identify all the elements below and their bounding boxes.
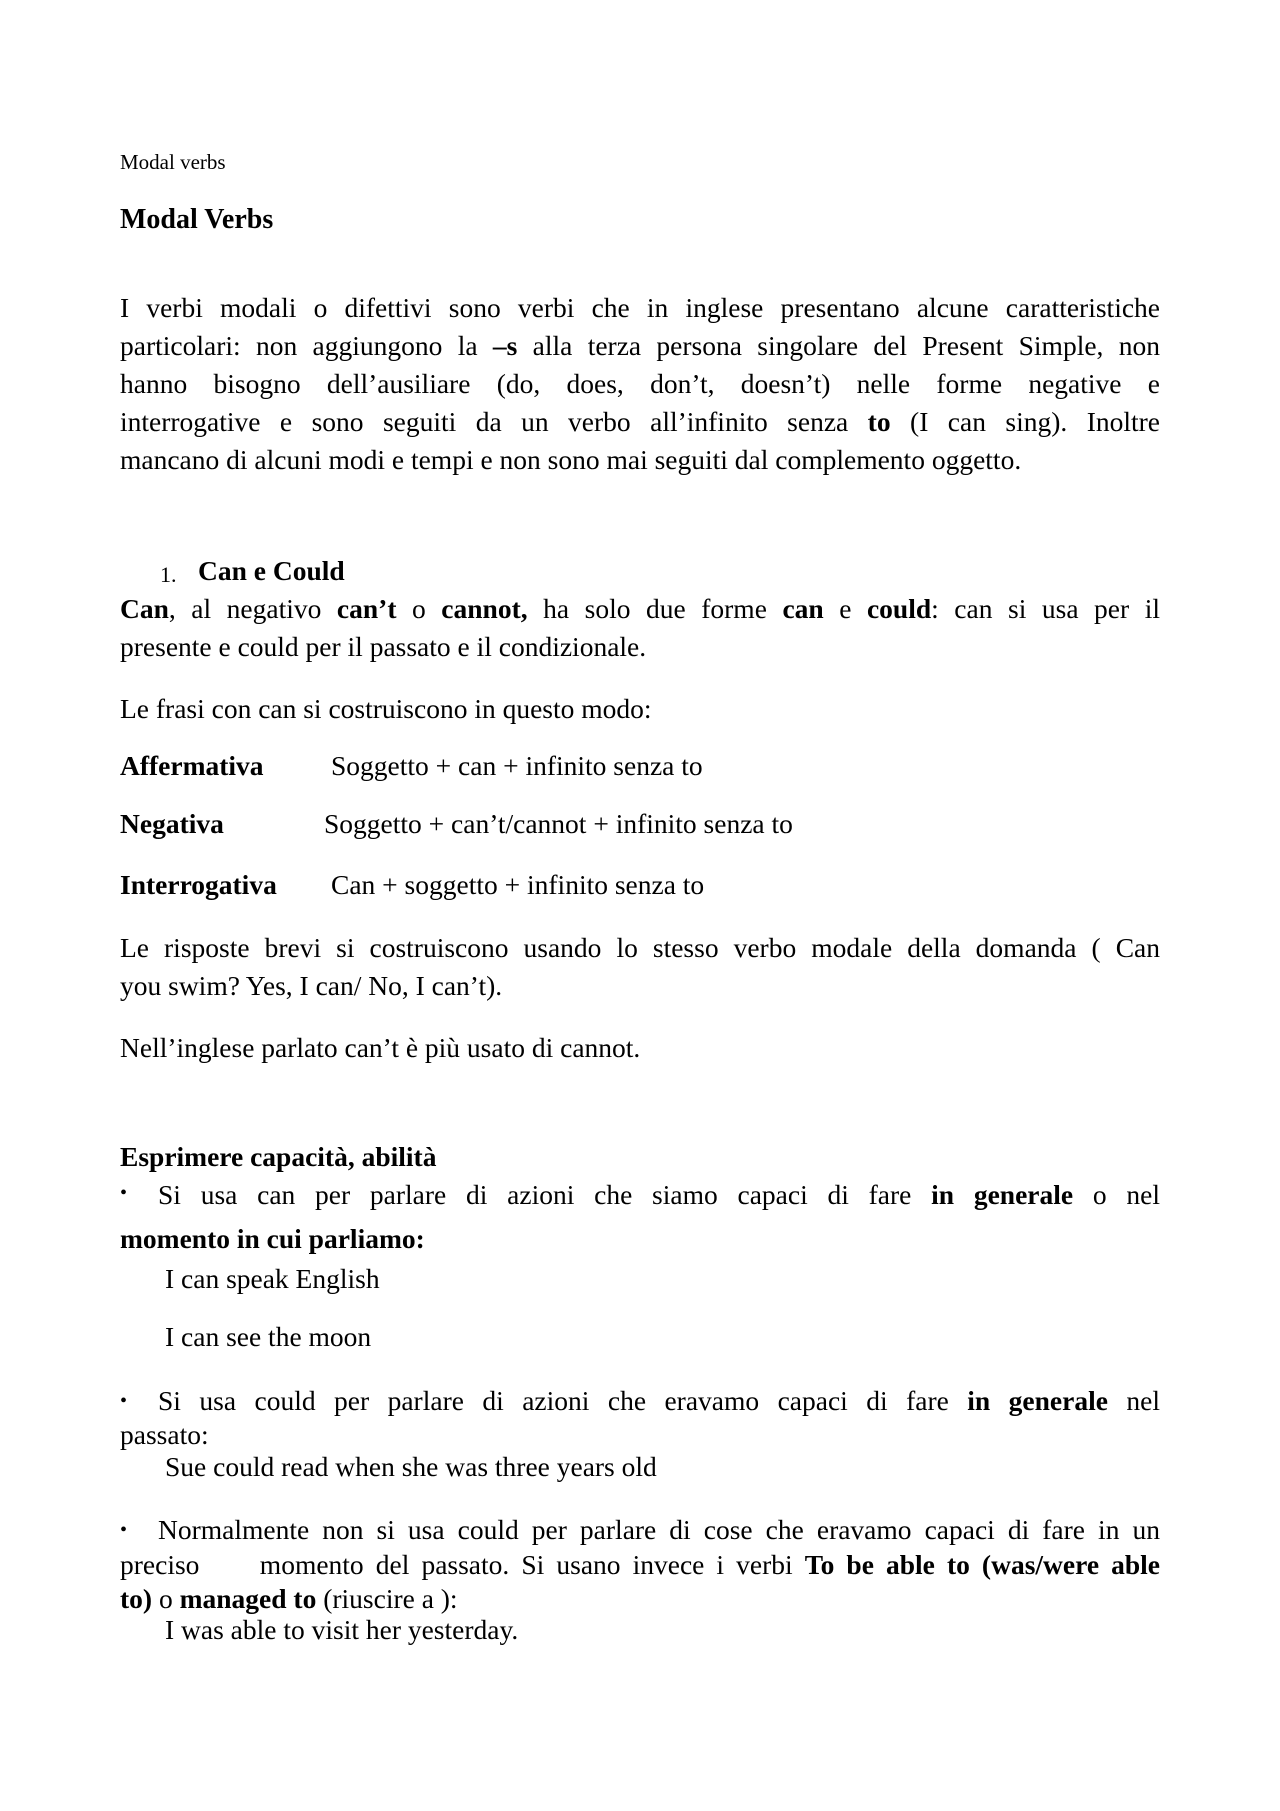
bold-text: can (782, 593, 824, 624)
bold-text: to (867, 406, 891, 437)
text: e (823, 593, 867, 624)
bullet-text (120, 1580, 1160, 1619)
bold-text: Can (120, 593, 169, 624)
bullet-text (158, 1176, 1160, 1215)
text: interrogative e sono seguiti da un verbo all’infinito senza (120, 406, 868, 437)
bullet-text: Normalmente non si usa could per parlare di cose che eravamo capaci di fare in un (158, 1514, 1160, 1545)
section-title-can-could: Can e Could (198, 555, 345, 586)
text: alla terza persona singolare del Present Simple, non (517, 330, 1160, 361)
intro-line (120, 327, 1160, 366)
intro-line: I verbi modali o difettivi sono verbi che in inglese presentano alcune caratteristiche (120, 292, 1160, 323)
example-sentence: Sue could read when she was three years old (165, 1451, 657, 1482)
example-sentence: I was able to visit her yesterday. (165, 1614, 519, 1645)
intro-line: hanno bisogno dell’ausiliare (do, does, don’t, doesn’t) nelle forme negative e (120, 368, 1160, 399)
section1-line (120, 590, 1160, 629)
bullet-icon: • (120, 1182, 128, 1204)
text: o (152, 1583, 180, 1614)
short-answers-line: you swim? Yes, I can/ No, I can’t). (120, 970, 503, 1001)
example-sentence: I can speak English (165, 1263, 380, 1294)
bullet-text (158, 1382, 1160, 1421)
row-text-affermativa: Soggetto + can + infinito senza to (331, 750, 703, 781)
intro-line: mancano di alcuni modi e tempi e non sono mai seguiti dal complemento oggetto. (120, 444, 1022, 475)
bold-text: can’t (336, 593, 397, 624)
bullet-text-bold: momento in cui parliamo: (120, 1223, 425, 1254)
bold-text: To be able to (was/were able (804, 1549, 1160, 1580)
text: nel (1107, 1385, 1160, 1416)
section-title-capacita: Esprimere capacità, abilità (120, 1141, 437, 1172)
row-label-interrogativa: Interrogativa (120, 869, 277, 900)
text: (riuscire a ): (316, 1583, 458, 1614)
bold-text: could (866, 593, 932, 624)
bold-text: to) (120, 1583, 153, 1614)
text: , al negativo (168, 593, 337, 624)
short-answers-line: Le risposte brevi si costruiscono usando lo stesso verbo modale della domanda ( Can (120, 932, 1160, 963)
text: Si usa could per parlare di azioni che eravamo capaci di fare (158, 1385, 968, 1416)
row-label-affermativa: Affermativa (120, 750, 264, 781)
text: particolari: non aggiungono la (120, 330, 493, 361)
intro-line (120, 403, 1160, 442)
text: preciso momento del passato. Si usano invece i verbi (120, 1549, 805, 1580)
text: (I can sing). Inoltre (890, 406, 1160, 437)
page-header: Modal verbs (120, 150, 226, 174)
text: : can si usa per il (931, 593, 1160, 624)
list-number: 1. (160, 562, 177, 587)
text: o nel (1073, 1179, 1160, 1210)
text: o (396, 593, 442, 624)
construction-intro: Le frasi con can si costruiscono in questo modo: (120, 693, 652, 724)
bold-text: cannot, (441, 593, 528, 624)
bold-text: in generale (967, 1385, 1108, 1416)
bullet-text: passato: (120, 1419, 209, 1450)
text: ha solo due forme (527, 593, 783, 624)
bullet-icon: • (120, 1390, 128, 1412)
section1-line: presente e could per il passato e il condizionale. (120, 631, 647, 662)
row-text-negativa: Soggetto + can’t/cannot + infinito senza to (324, 808, 793, 839)
bold-text: –s (492, 330, 518, 361)
spoken-note: Nell’inglese parlato can’t è più usato di cannot. (120, 1032, 641, 1063)
bullet-text (120, 1546, 1160, 1585)
bold-text: managed to (179, 1583, 317, 1614)
bold-text: in generale (931, 1179, 1074, 1210)
page-title: Modal Verbs (120, 204, 274, 235)
bullet-icon: • (120, 1519, 128, 1541)
row-text-interrogativa: Can + soggetto + infinito senza to (331, 869, 705, 900)
row-label-negativa: Negativa (120, 808, 224, 839)
example-sentence: I can see the moon (165, 1321, 372, 1352)
text: Si usa can per parlare di azioni che siamo capaci di fare (158, 1179, 932, 1210)
